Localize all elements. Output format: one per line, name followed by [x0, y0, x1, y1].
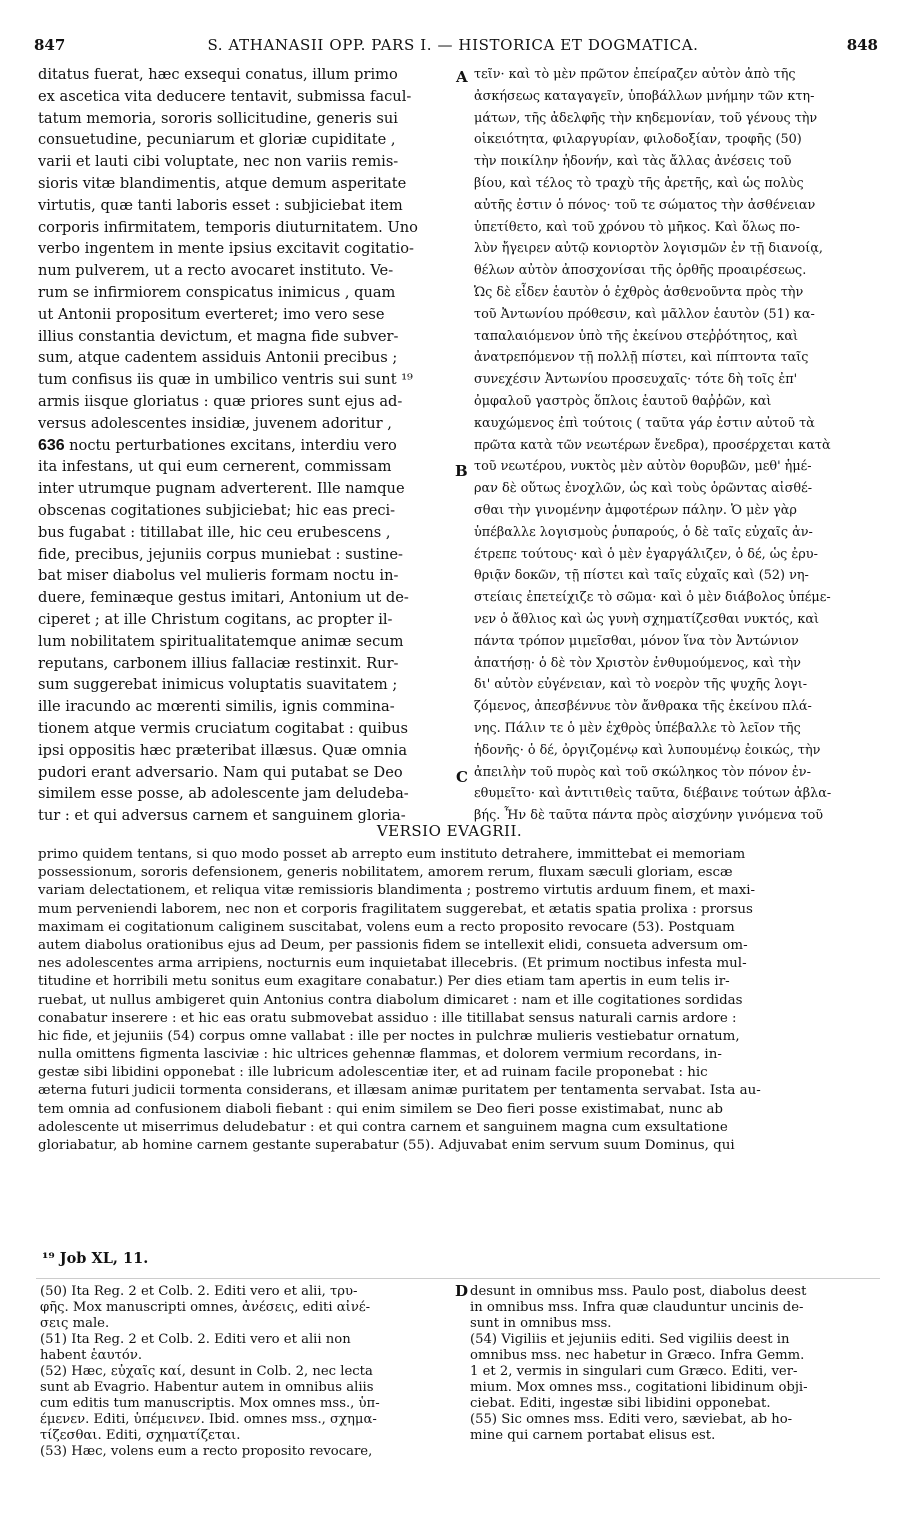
greek-line: νεν ὁ ἄθλιος καὶ ὡς γυνὴ σχηματίζεσθαι νυκτός, καὶ	[474, 611, 820, 627]
note-line: φῆς. Mox manuscripti omnes, ἀνέσεις, editi αἰνέ-	[40, 1300, 371, 1315]
greek-line: πάντα τρόπον μιμεῖσθαι, μόνον ἵνα τὸν Ἀντώνιον	[474, 633, 799, 649]
greek-line: πρῶτα κατὰ τῶν νεωτέρων ἔνεδρα), προσέρχεται κατὰ	[474, 437, 831, 453]
latin-line: obscenas cogitationes subjiciebat; hic eas preci-	[38, 501, 396, 519]
latin-line: ita infestans, ut qui eum cernerent, commissam	[38, 458, 392, 476]
note-line: (53) Hæc, volens eum a recto proposito revocare,	[40, 1444, 373, 1459]
note-line: (50) Ita Reg. 2 et Colb. 2. Editi vero et alii, τρυ-	[40, 1284, 358, 1299]
greek-line: τοῦ Ἀντωνίου πρόθεσιν, καὶ μᾶλλον ἑαυτὸν (51) κα-	[474, 306, 815, 322]
note-line: (52) Hæc, εὐχαῖς καί, desunt in Colb. 2, nec lecta	[40, 1364, 373, 1379]
notes-left-column	[40, 1284, 452, 1460]
greek-line: ὀμφαλοῦ γαστρὸς ὅπλοις ἑαυτοῦ θαῤῥῶν, καὶ	[474, 393, 772, 409]
greek-line: βής. Ἦν δὲ ταῦτα πάντα πρὸς αἰσχύνην γινόμενα τοῦ	[474, 808, 824, 824]
latin-line: consuetudine, pecuniarum et gloriæ cupiditate ,	[38, 131, 396, 149]
evagrius-line: primo quidem tentans, si quo modo posset ab arrepto eum instituto detrahere, immittebat ei memoriam	[38, 847, 746, 862]
greek-line: βίου, καὶ τέλος τὸ τραχὺ τῆς ἀρετῆς, καὶ ὡς πολὺς	[474, 175, 804, 191]
greek-line: καυχώμενος ἐπὶ τούτοις ( ταῦτα γάρ ἐστιν αὐτοῦ τὰ	[474, 415, 815, 431]
greek-line: τεῖν· καὶ τὸ μὲν πρῶτον ἐπείραζεν αὐτὸν ἀπὸ τῆς	[474, 67, 796, 82]
note-line: sunt ab Evagrio. Habentur autem in omnibus aliis	[40, 1380, 374, 1395]
evagrius-line: nes adolescentes arma arripiens, nocturnis eum inquietabat illecebris. (Et primum noctibus infesta mul-	[38, 956, 747, 972]
note-line: τίζεσθαι. Editi, σχηματίζεται.	[40, 1428, 241, 1443]
note-line: (54) Vigiliis et jejuniis editi. Sed vigiliis deest in	[470, 1332, 790, 1347]
greek-line: συνεχέσιν Ἀντωνίου προσευχαῖς· τότε δὴ τοῖς ἐπ'	[474, 372, 798, 388]
evagrius-line: tem omnia ad confusionem diaboli fiebant : qui enim similem se Deo fieri posse existimabat, nunc ab	[38, 1101, 724, 1117]
latin-line: ditatus fuerat, hæc exsequi conatus, illum primo	[38, 66, 398, 83]
note-line: σεις male.	[40, 1316, 110, 1331]
latin-line: 636 noctu perturbationes excitans, interdiu vero	[38, 436, 397, 454]
greek-line: τὴν ποικίλην ἡδονήν, καὶ τὰς ἄλλας ἀνέσεις τοῦ	[474, 154, 792, 170]
greek-line: νης. Πάλιν τε ὁ μὲν ἐχθρὸς ὑπέβαλλε τὸ λεῖον τῆς	[474, 720, 801, 736]
evagrius-line: mum perveniendi laborem, nec non et corporis fragilitatem suggerebat, et ætatis spatia prolixa : prorsus	[38, 901, 753, 917]
greek-line: ἀπειλὴν τοῦ πυρὸς καὶ τοῦ σκώληκος τὸν πόνον ἐν-	[474, 764, 811, 780]
note-line: cum editis tum manuscriptis. Mox omnes mss., ὑπ-	[40, 1396, 380, 1411]
evagrius-line: ruebat, ut nullus ambigeret quin Antonius contra diabolum dimicaret : nam et ille cogitationes sordidas	[38, 992, 743, 1008]
evagrius-line: nulla omittens figmenta lasciviæ : hic ultrices gehennæ flammas, et dolorem vermium recordans, in-	[38, 1047, 722, 1063]
note-line: habent ἑαυτόν.	[40, 1348, 143, 1363]
latin-line: sioris vitæ blandimentis, atque demum asperitate	[38, 174, 407, 192]
evagrius-line: autem diabolus orationibus ejus ad Deum, per passionis fidem se intellexit elidi, consueta adversum om-	[38, 937, 748, 953]
section-marker-a: A	[456, 68, 468, 86]
evagrius-line: conabatur inserere : et hic eas oratu submovebat assiduo : ille titillabat sensus naturali carnis ardore :	[38, 1010, 737, 1026]
greek-line: έτρεπε τούτους· καὶ ὁ μὲν ἐγαργάλιζεν, ὁ δέ, ὡς ἐρυ-	[474, 546, 818, 562]
greek-line: Ὡς δὲ εἶδεν ἑαυτὸν ὁ ἐχθρὸς ἀσθενοῦντα πρὸς τὴν	[474, 284, 804, 300]
notes-right-column	[470, 1284, 880, 1444]
versio-title: VERSIO EVAGRII.	[376, 822, 523, 840]
scripture-footnote: ¹⁹ Job XL, 11.	[42, 1250, 149, 1267]
greek-line: σθαι τὴν γινομένην ἀμφοτέρων πάλην. Ὁ μὲν γὰρ	[474, 502, 797, 518]
latin-line: tatum memoria, sororis sollicitudine, generis sui	[38, 109, 398, 127]
latin-line: ille iracundo ac mœrenti similis, ignis commina-	[38, 698, 395, 716]
latin-line: versus adolescentes insidiæ, juvenem adoritur ,	[38, 414, 392, 432]
greek-line: ἀπατήσῃ· ὁ δὲ τὸν Χριστὸν ἐνθυμούμενος, καὶ τὴν	[474, 655, 801, 671]
latin-line: illius constantia devictum, et magna fide subver-	[38, 327, 399, 345]
evagrius-line: gloriabatur, ab homine carnem gestante superabatur (55). Adjuvabat enim servum suum Dominus, qui	[38, 1138, 735, 1153]
greek-line: στείαις ἐπετείχιζε τὸ σῶμα· καὶ ὁ μὲν διάβολος ὑπέμε-	[474, 590, 831, 606]
evagrius-line: æterna futuri judicii tormenta considerans, et illæsam animæ puritatem per tentamenta servabat. Ista au-	[38, 1083, 761, 1099]
greek-line: ζόμενος, ἀπεσβέννυε τὸν ἄνθρακα τῆς ἐκείνου πλά-	[474, 699, 812, 715]
latin-line: lum nobilitatem spiritualitatemque animæ secum	[38, 632, 404, 650]
note-line: omnibus mss. nec habetur in Græco. Infra Gemm.	[470, 1348, 805, 1363]
latin-line: reputans, carbonem illius fallaciæ restinxit. Rur-	[38, 654, 399, 672]
greek-line: ἡδονῆς· ὁ δέ, ὀργιζομένῳ καὶ λυπουμένῳ ἐοικώς, τὴν	[474, 742, 821, 758]
latin-line: fide, precibus, jejuniis corpus muniebat : sustine-	[38, 545, 403, 563]
running-header	[28, 30, 878, 58]
latin-line: ipsi oppositis hæc præteribat illæsus. Quæ omnia	[38, 741, 408, 759]
latin-line: num pulverem, ut a recto avocaret instituto. Ve-	[38, 262, 394, 280]
latin-line: armis iisque gloriatus : quæ priores sunt ejus ad-	[38, 392, 403, 410]
greek-line: ραν δὲ οὕτως ἐνοχλῶν, ὡς καὶ τοὺς ὁρῶντας αἰσθέ-	[474, 481, 813, 497]
latin-line: ut Antonii propositum everteret; imo vero sese	[38, 305, 385, 323]
page-mark: 636	[38, 436, 70, 454]
evagrius-line: maximam ei cogitationum caliginem suscitabat, volens eum a recto proposito revocare (53). Postquam	[38, 919, 735, 935]
evagrius-line: variam delectationem, et reliqua vitæ remissioris blandimenta ; postremo virtutis arduum finem, et maxi-	[38, 883, 756, 899]
latin-line: ex ascetica vita deducere tentavit, submissa facul-	[38, 87, 412, 105]
greek-line: οἰκειότητα, φιλαργυρίαν, φιλοδοξίαν, τροφῆς (50)	[474, 132, 802, 148]
greek-line: ταπαλαιόμενον ὑπὸ τῆς ἐκείνου στεῤῥότητος, καὶ	[474, 328, 798, 344]
latin-column	[38, 64, 454, 827]
latin-line: rum se infirmiorem conspicatus inimicus , quam	[38, 283, 396, 301]
note-line: desunt in omnibus mss. Paulo post, diabolus deest	[470, 1284, 807, 1299]
evagrius-line: adolescente ut miserrimus deludebatur : et qui contra carnem et sanguinem magna cum exsultatione	[38, 1119, 728, 1135]
section-marker-d: D	[455, 1282, 469, 1300]
note-line: in omnibus mss. Infra quæ clauduntur uncinis de-	[470, 1300, 804, 1315]
greek-column	[474, 64, 878, 827]
note-line: (51) Ita Reg. 2 et Colb. 2. Editi vero et alii non	[40, 1332, 351, 1347]
page-number-left: 847	[34, 36, 66, 54]
evagrius-line: possessionum, sororis defensionem, generis nobilitatem, amorem rerum, fluxam sæculi gloriam, escæ	[38, 865, 733, 881]
latin-line: duere, feminæque gestus imitari, Antonium ut de-	[38, 589, 409, 607]
latin-line: corporis infirmitatem, temporis diuturnitatem. Uno	[38, 218, 418, 236]
latin-line: tum confisus iis quæ in umbilico ventris sui sunt ¹⁹	[38, 371, 413, 389]
latin-line: varii et lauti cibi voluptate, nec non variis remis-	[38, 153, 399, 171]
latin-line: pudori erant adversario. Nam qui putabat se Deo	[38, 763, 403, 781]
latin-line: tur : et qui adversus carnem et sanguinem gloria-	[38, 807, 406, 825]
latin-line: tionem atque vermis cruciatum cogitabat : quibus	[38, 719, 409, 737]
running-title: S. ATHANASII OPP. PARS I. — HISTORICA ET DOGMATICA.	[207, 36, 699, 54]
latin-line: verbo ingentem in mente ipsius excitavit cogitatio-	[38, 240, 414, 258]
greek-line: λὺν ἤγειρεν αὐτῷ κονιορτὸν λογισμῶν ἐν τῇ διανοίᾳ,	[474, 241, 823, 257]
section-marker-c: C	[456, 768, 468, 786]
note-line: mine qui carnem portabat elisus est.	[470, 1428, 716, 1443]
note-line: ciebat. Editi, ingestæ sibi libidini opponebat.	[470, 1396, 771, 1411]
greek-line: ὑπετίθετο, καὶ τοῦ χρόνου τὸ μῆκος. Καὶ ὅλως πο-	[474, 219, 800, 235]
greek-line: ἀνατρεπόμενον τῇ πολλῇ πίστει, καὶ πίπτοντα ταῖς	[474, 350, 809, 366]
page-number-right: 848	[846, 36, 878, 54]
note-line: έμενεν. Editi, ὑπέμεινεν. Ibid. omnes mss., σχημα-	[40, 1412, 377, 1427]
evagrius-line: gestæ sibi libidini opponebat : ille lubricum adolescentiæ iter, et ad ruinam facile proponebat : hic	[38, 1065, 708, 1081]
latin-line: sum, atque cadentem assiduis Antonii precibus ;	[38, 349, 398, 367]
greek-line: αὐτῆς ἐστιν ὁ πόνος· τοῦ τε σώματος τὴν ἀσθένειαν	[474, 197, 816, 213]
note-line: mium. Mox omnes mss., cogitationi libidinum obji-	[470, 1380, 808, 1395]
latin-line: inter utrumque pugnam adverterent. Ille namque	[38, 480, 405, 498]
footnote-divider	[36, 1278, 880, 1279]
greek-line: δι' αὐτὸν εὐγένειαν, καὶ τὸ νοερὸν τῆς ψυχῆς λογι-	[474, 677, 808, 693]
latin-line: bus fugabat : titillabat ille, hic ceu erubescens ,	[38, 523, 391, 541]
note-line: 1 et 2, vermis in singulari cum Græco. Editi, ver-	[470, 1364, 798, 1379]
latin-line: bat miser diabolus vel mulieris formam noctu in-	[38, 567, 399, 585]
greek-line: τοῦ νεωτέρου, νυκτὸς μὲν αὐτὸν θορυβῶν, μεθ' ἡμέ-	[474, 459, 812, 475]
latin-line: similem esse posse, ab adolescente jam deludeba-	[38, 785, 409, 803]
evagrius-version	[38, 846, 878, 1155]
evagrius-line: hic fide, et jejuniis (54) corpus omne vallabat : ille per noctes in pulchræ mulieris vestiebatur ornatum,	[38, 1028, 740, 1044]
greek-line: ὑπέβαλλε λογισμοὺς ῥυπαρούς, ὁ δὲ ταῖς εὐχαῖς ἀν-	[474, 524, 813, 540]
greek-line: εθυμεῖτο· καὶ ἀντιτιθεὶς ταῦτα, διέβαινε τούτων ἀβλα-	[474, 786, 832, 802]
greek-line: ἀσκήσεως καταγαγεῖν, ὑποβάλλων μνήμην τῶν κτη-	[474, 88, 815, 104]
latin-line: virtutis, quæ tanti laboris esset : subjiciebat item	[38, 196, 403, 214]
note-line: sunt in omnibus mss.	[470, 1316, 612, 1331]
greek-line: μάτων, τῆς ἀδελφῆς τὴν κηδεμονίαν, τοῦ γένους τὴν	[474, 110, 818, 126]
latin-line: sum suggerebat inimicus voluptatis suavitatem ;	[38, 676, 398, 694]
section-marker-b: B	[455, 462, 468, 480]
latin-line: ciperet ; at ille Christum cogitans, ac propter il-	[38, 610, 393, 628]
greek-line: θριᾷν δοκῶν, τῇ πίστει καὶ ταῖς εὐχαῖς καὶ (52) νη-	[474, 568, 809, 584]
greek-line: θέλων αὐτὸν ἀποσχονίσαι τῆς ὀρθῆς προαιρέσεως.	[474, 263, 807, 279]
note-line: (55) Sic omnes mss. Editi vero, sæviebat, ab ho-	[470, 1412, 793, 1427]
evagrius-line: titudine et horribili metu sonitus eum exagitare conabatur.) Per dies etiam tam apertis in eum telis ir-	[38, 974, 730, 990]
